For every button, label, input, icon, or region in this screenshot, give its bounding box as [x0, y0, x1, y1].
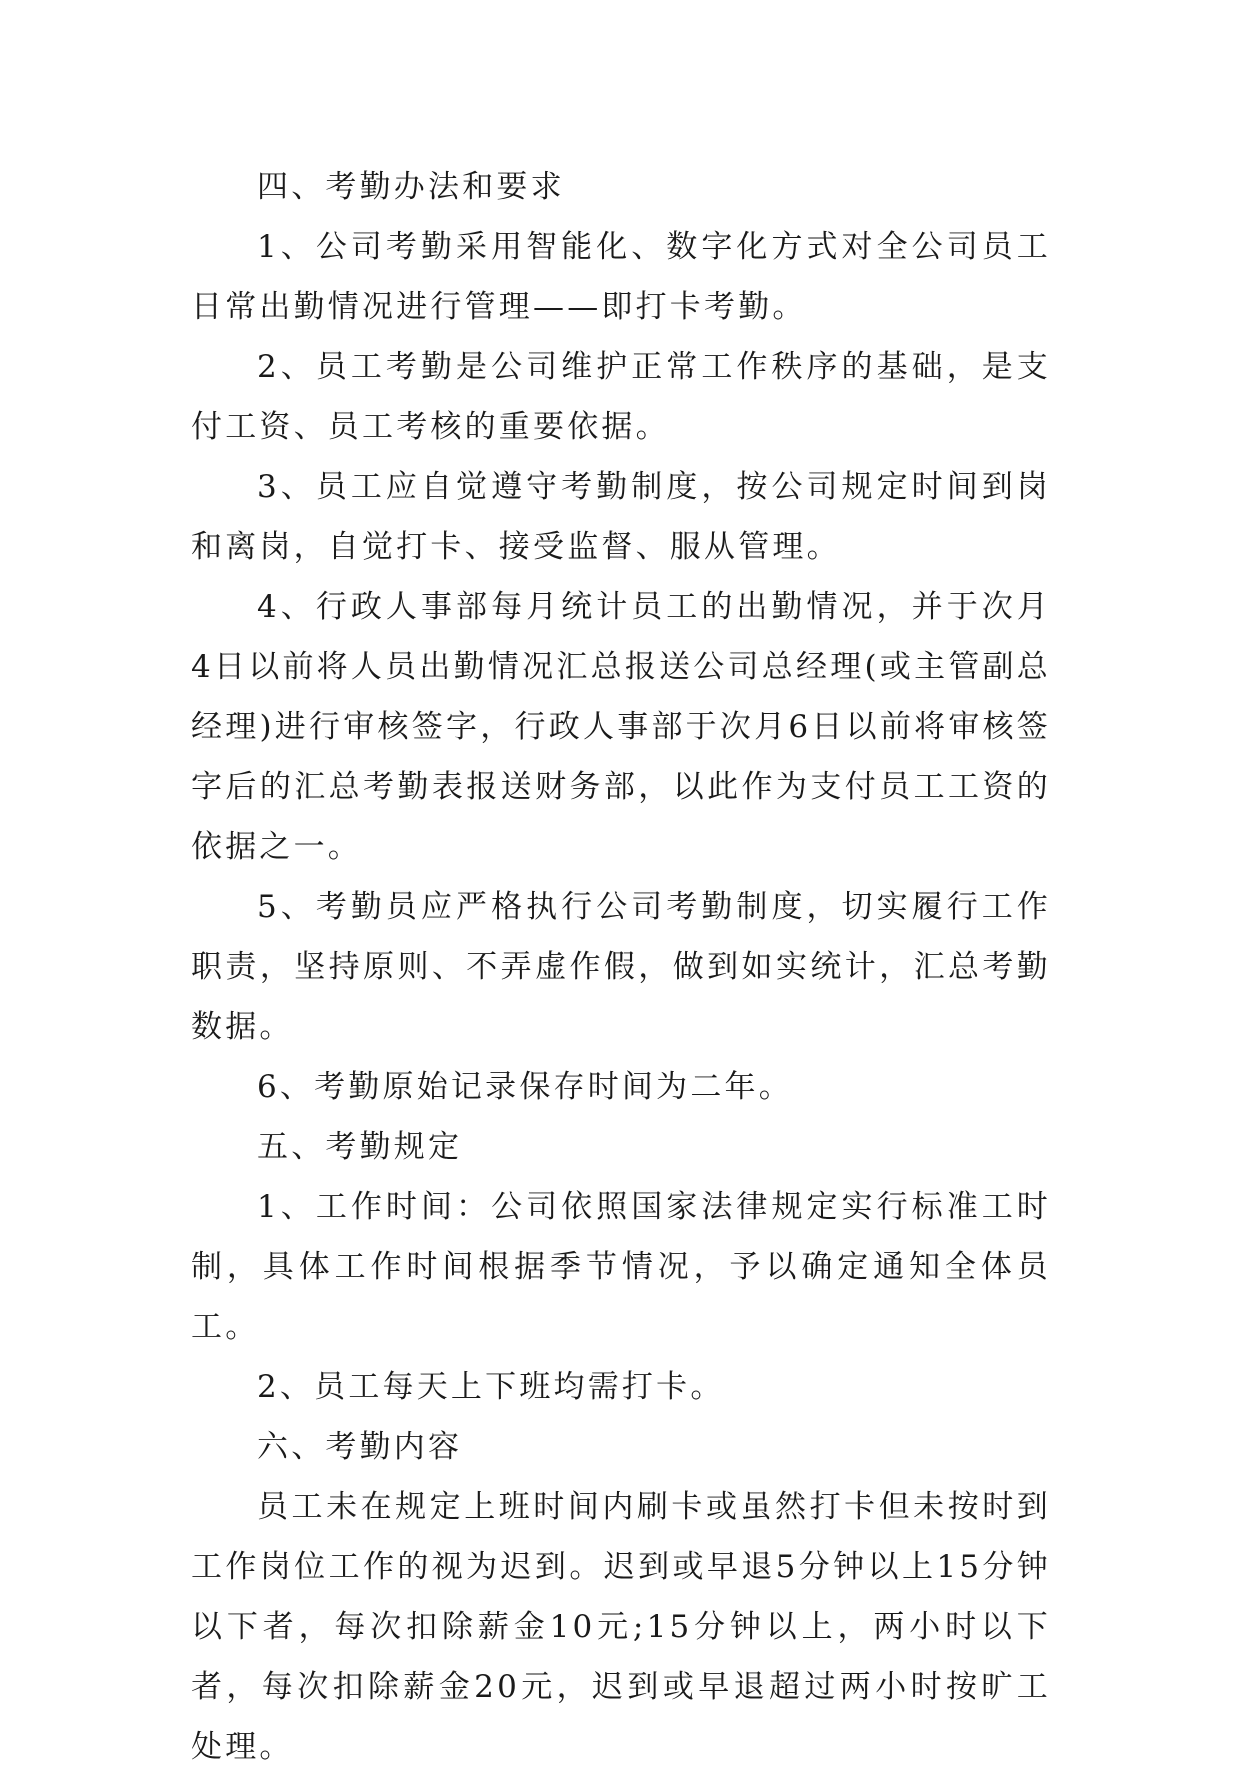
- paragraph-4-5: 5、考勤员应严格执行公司考勤制度，切实履行工作职责，坚持原则、不弄虚作假，做到如实统计，汇总考勤数据。: [191, 889, 1051, 1045]
- document-page: [191, 157, 1051, 1777]
- paragraph-4-1: 1、公司考勤采用智能化、数字化方式对全公司员工日常出勤情况进行管理——即打卡考勤。: [191, 229, 1051, 325]
- paragraph-4-3: 3、员工应自觉遵守考勤制度，按公司规定时间到岗和离岗，自觉打卡、接受监督、服从管理。: [191, 469, 1051, 565]
- paragraph-5-1: 1、工作时间：公司依照国家法律规定实行标准工时制，具体工作时间根据季节情况，予以确定通知全体员工。: [191, 1189, 1051, 1345]
- paragraph-6-body: 员工未在规定上班时间内刷卡或虽然打卡但未按时到工作岗位工作的视为迟到。迟到或早退5分钟以上15分钟以下者，每次扣除薪金10元;15分钟以上，两小时以下者，每次扣除薪金20元，迟到或早退超过两小时按旷工处理。: [191, 1489, 1051, 1765]
- paragraph-5-2: 2、员工每天上下班均需打卡。: [257, 1369, 725, 1405]
- paragraph-4-4: 4、行政人事部每月统计员工的出勤情况，并于次月4日以前将人员出勤情况汇总报送公司总经理(或主管副总经理)进行审核签字，行政人事部于次月6日以前将审核签字后的汇总考勤表报送财务部，以此作为支付员工工资的依据之一。: [191, 589, 1051, 865]
- section-heading-6: 六、考勤内容: [257, 1429, 463, 1465]
- section-heading-4: 四、考勤办法和要求: [257, 169, 565, 205]
- paragraph-4-6: 6、考勤原始记录保存时间为二年。: [257, 1069, 793, 1105]
- paragraph-4-2: 2、员工考勤是公司维护正常工作秩序的基础，是支付工资、员工考核的重要依据。: [191, 349, 1051, 445]
- section-heading-5: 五、考勤规定: [257, 1129, 463, 1165]
